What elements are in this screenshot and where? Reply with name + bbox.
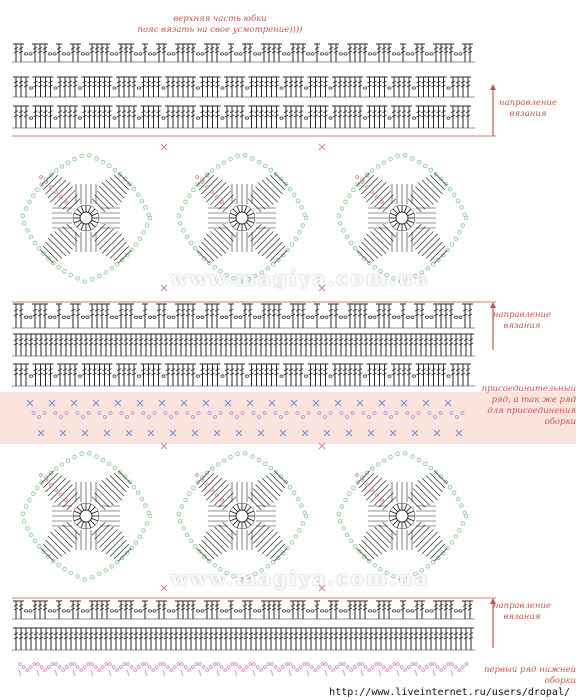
bottom-row-1 (12, 601, 475, 619)
motif-1 (21, 154, 152, 284)
separator-3 (12, 598, 496, 648)
direction-note-3 (482, 601, 562, 623)
direction-note-2-line2: вязания (503, 321, 541, 331)
source-url: http://www.liveinternet.ru/users/dropal/ (325, 686, 574, 699)
join-row-note-line2: ряд, а так же ряд (491, 395, 576, 405)
top-row-1 (12, 44, 475, 62)
first-frill-row-note-line1: первый ряд нижней (484, 665, 576, 675)
direction-note-3-line2: вязания (503, 612, 541, 622)
motif-4 (21, 452, 152, 582)
direction-note-1-line1: направление (498, 98, 558, 108)
motif-5 (177, 452, 308, 582)
top-row-2 (12, 77, 475, 97)
first-frill-row-note-line2: оборки (544, 676, 576, 686)
top-row-3 (12, 106, 475, 128)
join-row-note-line1: присоединительный (481, 384, 576, 394)
motif-6 (337, 452, 468, 582)
mid-row-2 (12, 334, 475, 356)
join-row-note (472, 384, 576, 428)
direction-note-1 (488, 98, 568, 120)
mid-row-1 (12, 304, 475, 328)
direction-note-3-line1: направление (492, 601, 552, 611)
direction-note-2-line1: направление (492, 310, 552, 320)
join-row-note-line4: оборки (544, 417, 576, 427)
bottom-row-2 (12, 628, 475, 650)
corner-cross-1 (161, 144, 167, 150)
motif-2 (177, 154, 308, 284)
top-note (120, 14, 320, 36)
join-row-note-line3: для присоединения (487, 406, 576, 416)
watermark-2: www.magiya.com.ua (170, 566, 430, 590)
direction-note-1-line2: вязания (509, 109, 547, 119)
first-frill-row-note (478, 665, 576, 687)
frill-row (19, 663, 468, 676)
direction-note-2 (482, 310, 562, 332)
corner-cross-2 (319, 144, 325, 150)
motif-3 (337, 154, 468, 284)
top-note-line2: пояс вязать на свое усмотрение)))) (137, 25, 303, 35)
watermark-1: www.magiya.com.ua (170, 266, 430, 290)
top-note-line1: верхняя часть юбки (173, 14, 267, 24)
mid-row-3 (12, 364, 475, 386)
